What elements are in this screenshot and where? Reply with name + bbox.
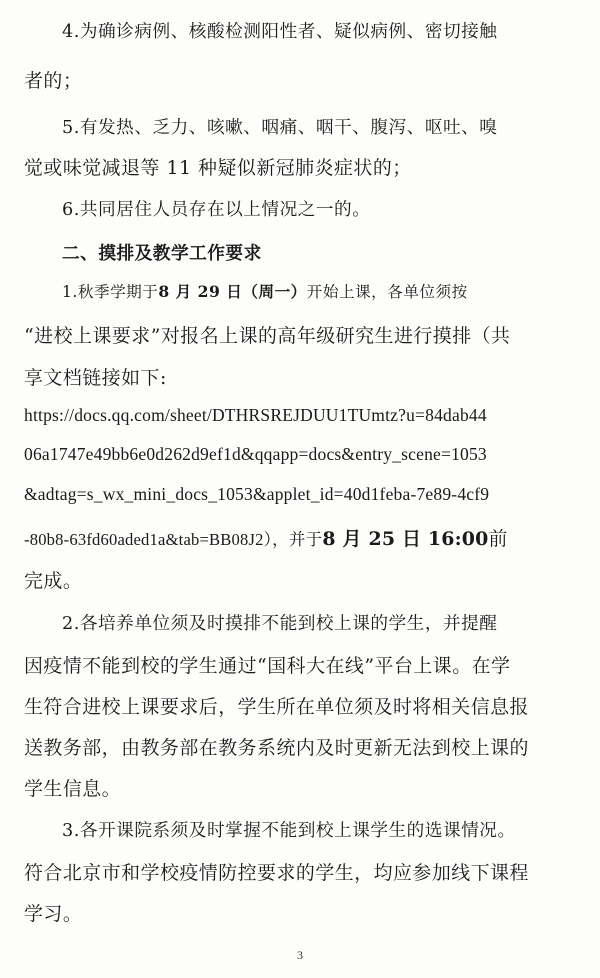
para-1-date: 8 月 29 日（周一） bbox=[158, 282, 307, 301]
para-2-line-2: 因疫情不能到校的学生通过“国科大在线”平台上课。在学 bbox=[24, 655, 511, 677]
item-4-line-1: 4.为确诊病例、核酸检测阳性者、疑似病例、密切接触 bbox=[62, 22, 498, 42]
page-number: 3 bbox=[297, 948, 303, 962]
link-line-2[interactable]: 06a1747e49bb6e0d262d9ef1d&qqapp=docs&entry_scene=1053 bbox=[24, 444, 487, 464]
para-1-suffix: 开始上课，各单位须按 bbox=[306, 283, 468, 301]
deadline-date: 8 月 25 日 16:00 bbox=[322, 528, 489, 550]
link-line-4-text[interactable]: -80b8-63fd60aded1a&tab=BB08J2），并于 bbox=[24, 530, 323, 549]
para-2-line-5: 学生信息。 bbox=[24, 778, 122, 800]
link-line-4 bbox=[24, 524, 600, 551]
para-2-line-4: 送教务部，由教务部在教务系统内及时更新无法到校上课的 bbox=[24, 737, 529, 759]
para-2-line-3: 生符合进校上课要求后，学生所在单位须及时将相关信息报 bbox=[24, 696, 529, 718]
para-2-line-1: 2.各培养单位须及时摸排不能到校上课的学生，并提醒 bbox=[62, 614, 498, 634]
para-1-prefix: 1.秋季学期于 bbox=[62, 283, 159, 301]
para-3-line-1: 3.各开课院系须及时掌握不能到校上课学生的选课情况。 bbox=[62, 821, 516, 841]
item-5-line-1: 5.有发热、乏力、咳嗽、咽痛、咽干、腹泻、呕吐、嗅 bbox=[62, 118, 498, 138]
section-heading: 二、摸排及教学工作要求 bbox=[62, 244, 262, 264]
item-6: 6.共同居住人员存在以上情况之一的。 bbox=[62, 200, 371, 220]
para-3-line-3: 学习。 bbox=[24, 903, 83, 925]
para-1-end: 完成。 bbox=[24, 570, 83, 592]
para-3-line-2: 符合北京市和学校疫情防控要求的学生，均应参加线下课程 bbox=[24, 862, 529, 884]
link-line-3[interactable]: &adtag=s_wx_mini_docs_1053&applet_id=40d1feba-7e89-4cf9 bbox=[24, 484, 490, 504]
link-line-1[interactable]: https://docs.qq.com/sheet/DTHRSREJDUU1TUmtz?u=84dab44 bbox=[24, 405, 487, 425]
deadline-suffix: 前 bbox=[488, 528, 508, 550]
item-4-line-2: 者的； bbox=[24, 70, 83, 92]
para-1-line-1 bbox=[62, 280, 600, 302]
para-1-line-3: 享文档链接如下: bbox=[24, 367, 167, 389]
item-5-line-2: 觉或味觉减退等 11 种疑似新冠肺炎症状的； bbox=[24, 157, 412, 179]
para-1-line-2: “进校上课要求”对报名上课的高年级研究生进行摸排（共 bbox=[24, 325, 511, 347]
